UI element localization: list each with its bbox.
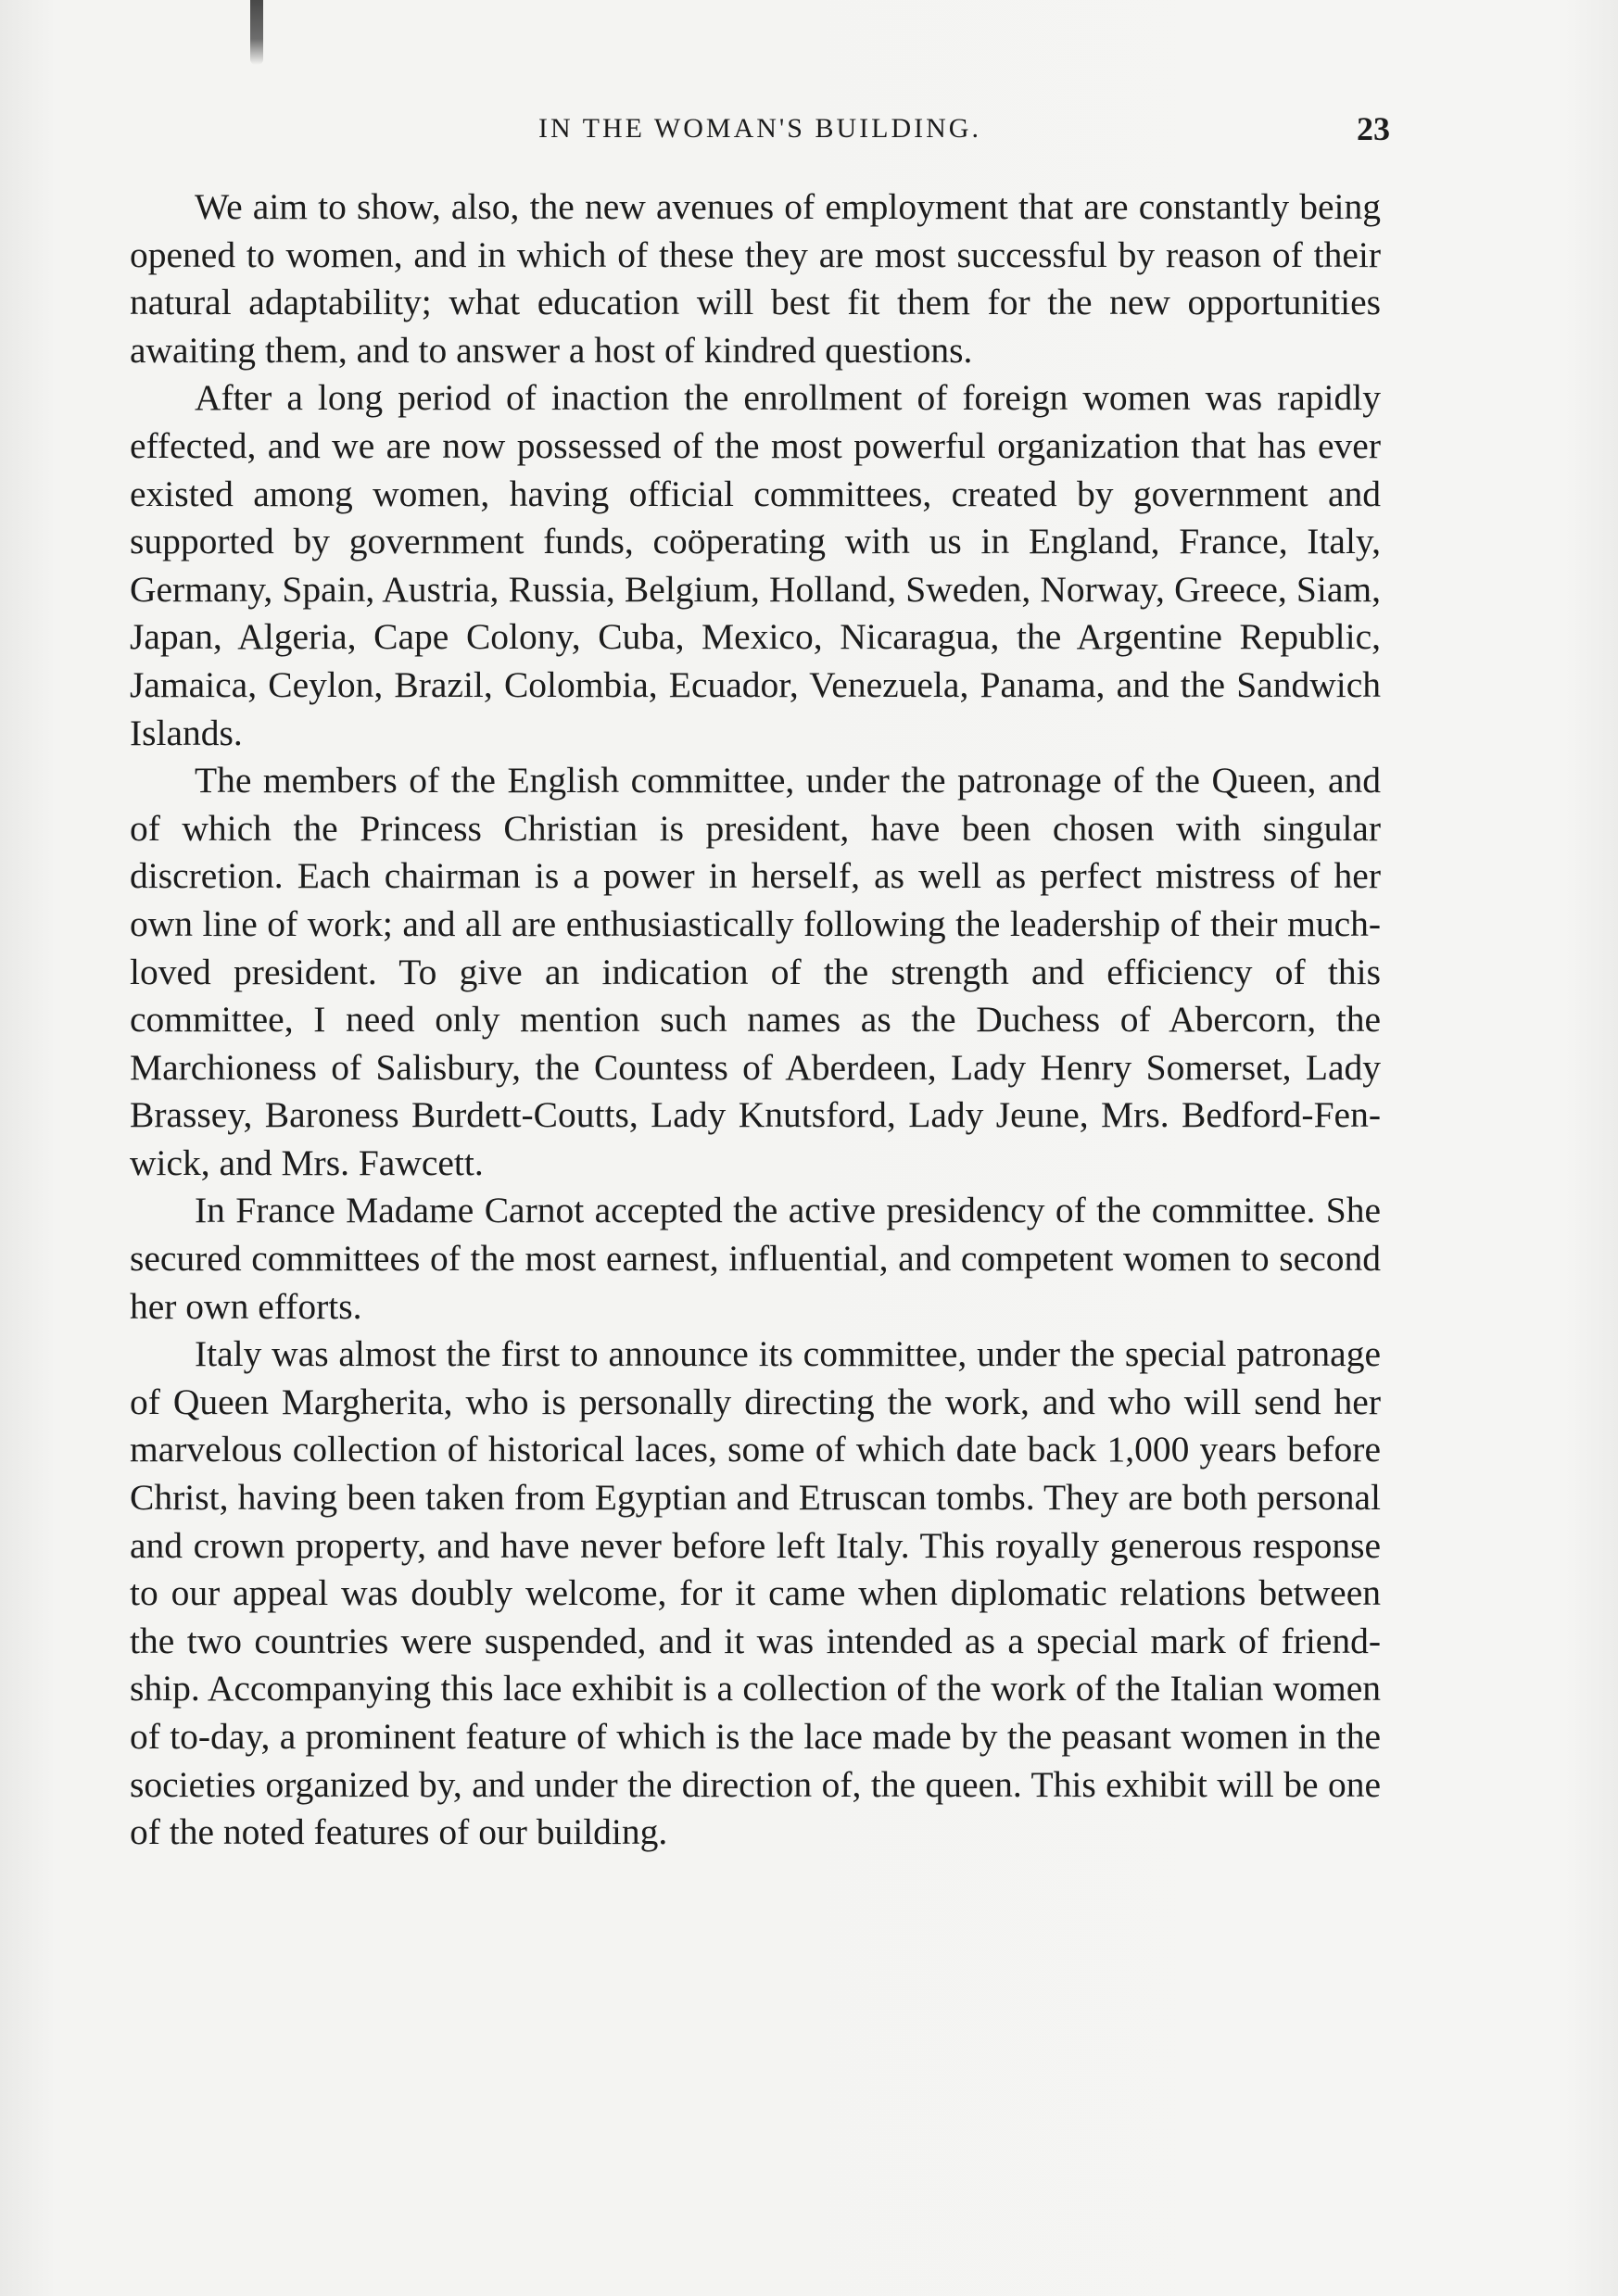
- running-head: [130, 104, 1390, 159]
- paragraph-france-committee: In France Madame Carnot accepted the active presidency of the committee. She secured committees of the most earnest, influential, and competent women to second her own efforts.: [130, 1190, 1381, 1327]
- running-title: IN THE WOMAN'S BUILDING.: [538, 113, 981, 144]
- body-text: [130, 183, 1381, 1857]
- paragraph-employment-avenues: We aim to show, also, the new avenues of employment that are constantly being opened to women, and in which of these they are most successful by reason of their natural adaptability; what education will best fit them for the new opportunities awaiting them, and to answer a host of kindred questions.: [130, 186, 1381, 371]
- paragraph-english-committee: The members of the English committee, under the patronage of the Queen, and of which the Princess Christian is president, have been chosen with singular discretion. Each chairman is a power in herself, as well as perfect mistress of her own line of work; and all are enthusiastically following the leadership of their much-loved president. To give an indication of the strength and efficiency of this committee, I need only mention such names as the Duchess of Abercorn, the Marchioness of Salisbury, the Countess of Aberdeen, Lady Henry Somerset, Lady Brassey, Baroness Burdett-Coutts, Lady Knutsford, Lady Jeune, Mrs. Bedford-Fenwick, and Mrs. Fawcett.: [130, 760, 1381, 1183]
- page-number: 23: [1357, 110, 1390, 147]
- binding-fold-mark: [250, 0, 263, 65]
- paragraph-foreign-enrollment: After a long period of inaction the enrollment of foreign women was rapidly effected, and we are now possessed of the most powerful organization that has ever existed among women, having official committees, created by government and supported by government funds, coöperating with us in England, France, Italy, Germany, Spain, Austria, Russia, Belgium, Holland, Sweden, Norway, Greece, Siam, Japan, Algeria, Cape Colony, Cuba, Mexico, Nicaragua, the Argentine Republic, Jamaica, Ceylon, Brazil, Colombia, Ecuador, Venezuela, Panama, and the Sandwich Islands.: [130, 377, 1381, 753]
- paragraph-italy-committee: Italy was almost the first to announce its committee, under the special patronage of Queen Margherita, who is personally directing the work, and who will send her marvelous collection of historical laces, some of which date back 1,000 years before Christ, having been taken from Egyptian and Etruscan tombs. They are both personal and crown property, and have never before left Italy. This royally generous response to our appeal was doubly welcome, for it came when diplomatic relations between the two countries were suspended, and it was intended as a special mark of friendship. Accompanying this lace exhibit is a collection of the work of the Italian women of to-day, a prominent feature of which is the lace made by the peasant women in the societies organized by, and under the direction of, the queen. This exhibit will be one of the noted features of our building.: [130, 1333, 1381, 1853]
